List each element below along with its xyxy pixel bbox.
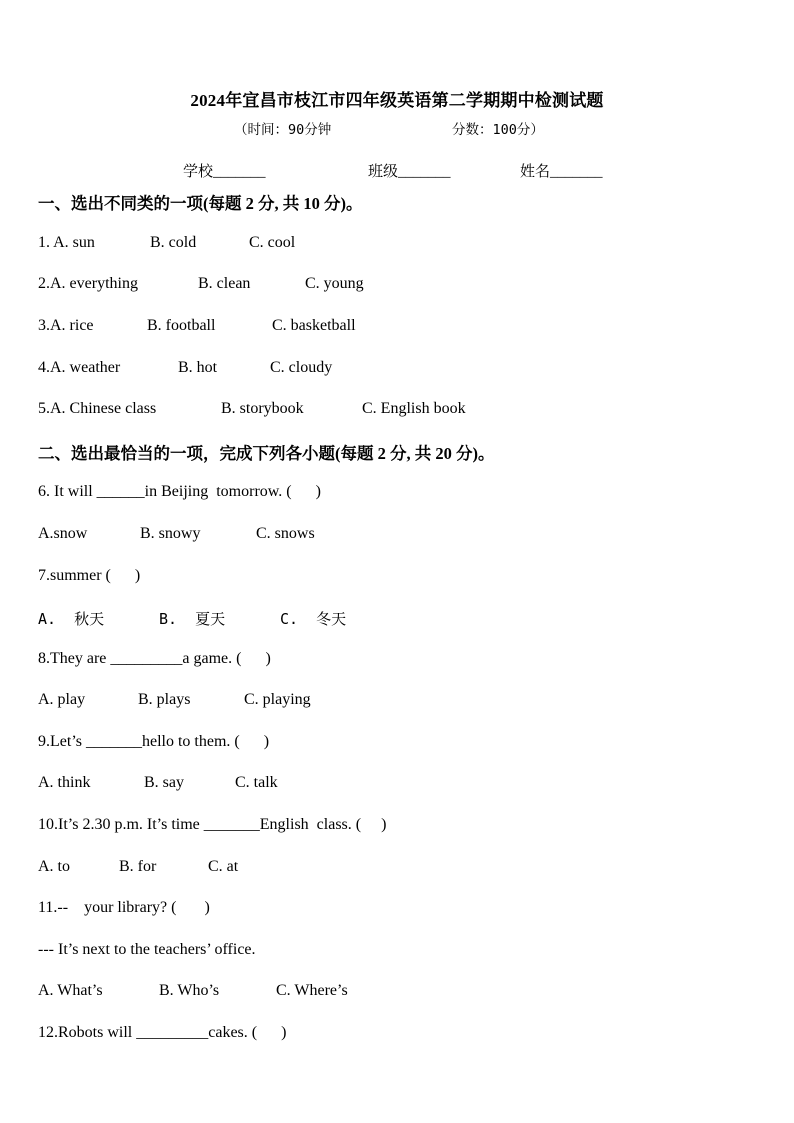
- q9-option-a: A. think: [38, 774, 91, 791]
- q1-option-b: B. cold: [150, 234, 197, 251]
- q11-option-b: B. Who’s: [159, 982, 220, 999]
- q6-option-c: C. snows: [256, 525, 315, 542]
- q8-option-b: B. plays: [138, 691, 191, 708]
- q5-option-c: C. English book: [362, 400, 466, 417]
- q11-option-a: A. What’s: [38, 982, 103, 999]
- q5-option-b: B. storybook: [221, 400, 304, 417]
- q8-option-a: A. play: [38, 691, 86, 708]
- section-1-heading: 一、选出不同类的一项(每题 2 分, 共 10 分)。: [38, 194, 363, 213]
- q1-option-a: 1. A. sun: [38, 234, 95, 251]
- q8-stem: 8.They are _________a game. ( ): [38, 650, 271, 667]
- q4-option-b: B. hot: [178, 359, 218, 376]
- q12-stem: 12.Robots will _________cakes. ( ): [38, 1024, 287, 1041]
- q3-option-a: 3.A. rice: [38, 317, 94, 334]
- q4-option-c: C. cloudy: [270, 359, 333, 376]
- q10-option-b: B. for: [119, 858, 157, 875]
- q5-option-a: 5.A. Chinese class: [38, 400, 157, 417]
- exam-score: 分数：100分）: [452, 122, 544, 138]
- q6-option-a: A.snow: [38, 525, 88, 542]
- school-field: 学校_______: [183, 164, 266, 180]
- q1-option-c: C. cool: [249, 234, 296, 251]
- exam-time: （时间：90分钟: [234, 122, 332, 138]
- section-2-heading: 二、选出最恰当的一项，完成下列各小题(每题 2 分, 共 20 分)。: [38, 444, 495, 463]
- q7-option-b: B. 夏天: [159, 610, 226, 628]
- q11-stem: 11.-- your library? ( ): [38, 899, 210, 916]
- q3-option-b: B. football: [147, 317, 216, 334]
- q11-reply: --- It’s next to the teachers’ office.: [38, 941, 256, 958]
- q6-option-b: B. snowy: [140, 525, 201, 542]
- q7-option-a: A. 秋天: [38, 610, 105, 628]
- q9-option-b: B. say: [144, 774, 184, 791]
- q10-option-a: A. to: [38, 858, 70, 875]
- q2-option-a: 2.A. everything: [38, 275, 138, 292]
- q9-stem: 9.Let’s _______hello to them. ( ): [38, 733, 270, 750]
- exam-title: 2024年宜昌市枝江市四年级英语第二学期期中检测试题: [190, 91, 604, 110]
- q10-stem: 10.It’s 2.30 p.m. It’s time _______English class. ( ): [38, 816, 387, 833]
- q2-option-b: B. clean: [198, 275, 251, 292]
- name-field: 姓名_______: [520, 164, 603, 180]
- q7-option-c: C. 冬天: [280, 610, 347, 628]
- q9-option-c: C. talk: [235, 774, 278, 791]
- q3-option-c: C. basketball: [272, 317, 356, 334]
- q2-option-c: C. young: [305, 275, 364, 292]
- q8-option-c: C. playing: [244, 691, 311, 708]
- class-field: 班级_______: [368, 164, 451, 180]
- q10-option-c: C. at: [208, 858, 239, 875]
- q6-stem: 6. It will ______in Beijing tomorrow. ( ): [38, 483, 321, 500]
- q4-option-a: 4.A. weather: [38, 359, 121, 376]
- q7-stem: 7.summer ( ): [38, 567, 141, 584]
- q11-option-c: C. Where’s: [276, 982, 348, 999]
